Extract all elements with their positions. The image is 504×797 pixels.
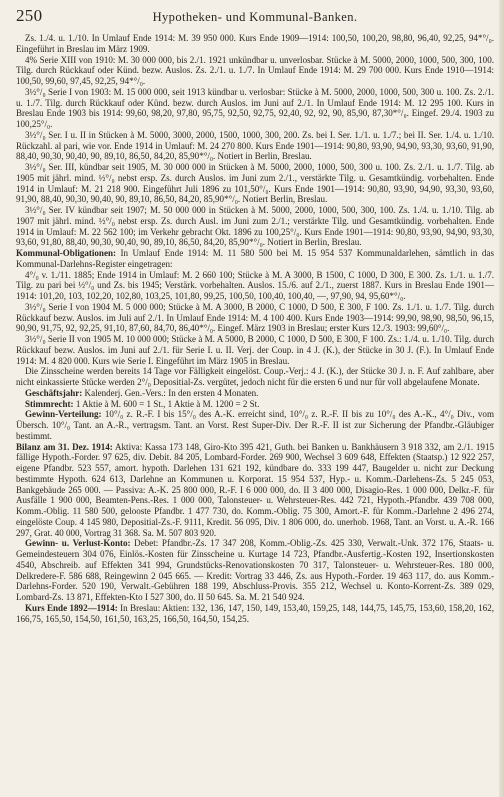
paragraph-text: 3½°/₀ Serie I von 1904 M. 5 000 000; Stücke à M. A 3000, B 2000, C 1000, D 500, E 300, F 100. Zs. 1./1. u. 1./7. Tilg. durch Rückkauf bezw. Auslos. im Juli auf 2./1. In Umlauf Ende 1914: M. 4 100 400. Kurs Ende 1903—1914: 99,90, 98,90, 98,50, 96,15, 90,90, 91,75, 92, 92,25, 91,10, 87,60, 84,70, 86,40*°/₀. Eingef. März 1903 in Breslau; erster Kurs 12./3. 1903: 99,60°/₀. [16, 301, 494, 334]
paragraph-text: In Umlauf Ende 1914: M. 11 580 500 bei M. 15 954 537 Kommunaldarlehen, sämtlich in das Kommunal-Darlehns-Register eingetragen: [16, 248, 494, 269]
paragraph [16, 538, 494, 603]
paragraph [16, 248, 494, 270]
paragraph [16, 409, 494, 441]
paragraph-text: 3½°/₀ Ser. III, kündbar seit 1905, M. 30 000 000 in Stücken à M. 5000, 2000, 1000, 500, 300 u. 100. Zs. 2./1. u. 1./7. Tilg. ab 1905 mit jährl. mind. ½°/₀ nebst ersp. Zs. durch Auslos. im Juni zum 2./1., verstärkte Tilg. u. Gesamtkündig. vorbehalten. Ende 1914 in Umlauf: M. 21 218 900. Eingeführt Juli 1896 zu 101,50°/₀. Kurs Ende 1901—1914: 90,80, 93,90, 94,90, 93,30, 93,60, 91,90, 88,40, 90,30, 90,40, 90, 89,10, 86,50, 84,20, 85,90*°/₀. Notiert Berlin, Breslau. [16, 162, 494, 205]
paragraph-lead: Kurs Ende 1892—1914: [25, 602, 118, 613]
paragraph-text: 3½°/₀ Serie II von 1905 M. 10 000 000; Stücke à M. A 5000, B 2000, C 1000, D 500, E 300, F 100. Zs.: 1./4. u. 1./10. Tilg. durch Rückkauf bezw. Auslos. im Juni auf 2./1. für Serie I. u. II. Verj. der Coup. in 4 J. (K.), der Stücke in 30 J. (F.). In Umlauf Ende 1914: M. 4 820 000. Kurs wie Serie I. Eingeführt im März 1905 in Breslau. [16, 334, 494, 366]
page-number: 250 [16, 6, 43, 25]
paragraph-lead: Stimmrecht: [25, 398, 74, 409]
paragraph-text: Zs. 1./4. u. 1./10. In Umlauf Ende 1914: M. 39 950 000. Kurs Ende 1909—1914: 100,50, 100,20, 98,80, 96,40, 92,25, 94*°/₀. Eingeführt in Breslau im März 1909. [16, 33, 494, 54]
paragraph [16, 55, 494, 87]
paragraph-text: In Breslau: Aktien: 132, 136, 147, 150, 149, 153,40, 159,25, 148, 144,75, 145,75, 153,60, 158,20, 162, 166,75, 165,50, 154,50, 161,50, 163,25, 166,50, 164,50, 154,25. [16, 602, 494, 624]
paragraph [16, 162, 494, 205]
paragraph [16, 270, 494, 302]
paragraph-text: Kalenderj. Gen.-Vers.: In den ersten 4 Monaten. [82, 387, 259, 398]
document-body [16, 33, 494, 624]
paragraph [16, 130, 494, 162]
paragraph-lead: Gewinn-Verteilung: [25, 409, 102, 420]
paragraph-text: 10°/₀ z. R.-F. I bis 15°/₀ des A.-K. erreicht sind, 10°/₀ z. R.-F. II bis zu 10°/₀ des A.-K., 4°/₀ Div., vom Übersch. 10°/₀ Tant. an A.-R., vertragsm. Tant. an Vorst. Rest Super-Div. Der R.-F. II ist zur Sicherung der Pfandbr.-Gläubiger bestimmt. [16, 409, 494, 441]
paragraph [16, 87, 494, 130]
paragraph [16, 334, 494, 366]
paragraph [16, 205, 494, 248]
paragraph-text: 1 Aktie à M. 600 = 1 St., 1 Aktie à M. 1200 = 2 St. [73, 398, 260, 409]
paragraph-text: 3½°/₀ Ser. IV kündbar seit 1907; M. 50 000 000 in Stücken à M. 5000, 2000, 1000, 500, 300, 100. Zs. 1./4. u. 1./10. Tilg. ab 1907 mit jährl. mind. ½°/₀ nebst ersp. Zs. durch Ausl. im Juni zum 2./1.; verstärkte Tilg. und Gesamtkündig. vorbehalten. Ende 1914 in Umlauf: M. 22 562 100; im Verkehr gebracht Okt. 1896 zu 100,25°/₀. Kurs Ende 1901—1914: 90,80, 93,90, 94,90, 93,30, 93,60, 91,80, 88,40, 90,30, 90,40, 90, 89,10, 86,50, 84,20, 85,90*°/₀. Notiert in Berlin, Breslau. [16, 205, 494, 248]
paragraph-lead: Kommunal-Obligationen: [16, 248, 117, 258]
paragraph [16, 302, 494, 334]
paragraph-lead: Geschäftsjahr: [25, 387, 83, 398]
paragraph-lead: Bilanz am 31. Dez. 1914: [16, 441, 113, 452]
paragraph-text: 4°/₀ v. 1./11. 1885; Ende 1914 in Umlauf: M. 2 660 100; Stücke à M. A 3000, B 1500, C 1000, D 300, E 300. Zs. 1./1. u. 1./7. Tilg. zu pari bei ½°/₀ und Zs. bis 1945; Verstärk. vorbehalten. Auslos. 15./6. auf 2./1., zuerst 1887. Kurs in Breslau Ende 1901—1914: 101,20, 103, 102,20, 102,80, 103,25, 101,80, 99,25, 100,50, 100,40, 100,40, —, 97,90, 94, 95,60*°/₀. [16, 269, 494, 301]
page-header [16, 6, 494, 29]
paragraph [16, 442, 494, 539]
paragraph [16, 388, 494, 399]
paragraph-text: 3½°/₀ Ser. I u. II in Stücken à M. 5000, 3000, 2000, 1500, 1000, 300, 200. Zs. bei I. Ser. 1./1. u. 1./7.; bei II. Ser. 1./4. u. 1./10. Rückzahl. al pari, wie vor. Ende 1914 in Umlauf: M. 24 270 800. Kurs Ende 1901—1914: 90,80, 93,90, 94,90, 93,30, 93,60, 91,90, 88,40, 90,30, 90,40, 90, 89,10, 86,50, 84,20, 85,90*°/₀. Notiert in Berlin, Breslau. [16, 129, 494, 162]
paragraph [16, 33, 494, 55]
page-edge [499, 0, 504, 797]
paragraph-lead: Gewinn- u. Verlust-Konto: [25, 538, 131, 549]
paragraph [16, 603, 494, 625]
paragraph-text: Die Zinsscheine werden bereits 14 Tage vor Fälligkeit eingelöst. Coup.-Verj.: 4 J. (K.), der Stücke 30 J. n. F. Auf zahlbare, aber nicht einkassierte Stücke werden 2°/₀ Depositial-Zs. vergütet, jedoch nicht für die ersten 6 und nur für voll abgelaufene Monate. [16, 366, 494, 387]
paragraph [16, 399, 494, 410]
paragraph-text: Debet: Pfandbr.-Zs. 17 347 208, Komm.-Oblig.-Zs. 425 330, Verwalt.-Unk. 372 176, Staats- u. Gemeindesteuern 304 076, Einlös.-Kosten für Zinsscheine u. Kurtage 14 723, Pfandbr.-Ausfertig.-Kosten 192, Insertionskosten 4540, Abschreib. auf Effekten 341 994, Grundstücks-Renovationskosten 70 317, Talonsteuer- u. Wehrsteuer-Res. 180 000, Delkredere-F. 586 688, Reingewinn 2 045 665. — Kredit: Vortrag 33 446, Zs. aus Hypoth.-Forder. 19 463 117, do. aus Komm.-Darlehns-Forder. 520 190, Verwalt.-Gebühren 188 199, Abschluss-Provis. 355 212, Wechsel u. Konto-Korrent-Zs. 389 029, Lombard-Zs. 13 871, Effekten-Kto I 527 300, do. II 50 645. Sa. M. 21 540 924. [16, 538, 494, 602]
paragraph-text: Aktiva: Kassa 173 148, Giro-Kto 395 421, Guth. bei Banken u. Bankhäusern 3 918 332, am 2./1. 1915 fällige Hypoth.-Forder. 97 625, div. Debit. 84 205, Lombard-Forder. 269 900, Wechsel 3 609 648, Effekten (Staatsp.) 12 922 257, eigene Pfandbr. 523 557, amort. hypoth. Darlehen 131 621 192, kündbare do. 333 199 447, Baugelder u. nicht zur Deckung bestimmte Hypoth. 624 613, Darlehne an Kommunen u. Korporat. 15 954 537, Hyp.- u. Komm.-Darlehens-Zs. 5 245 053, Bankgebäude 265 000. — Passiva: A.-K. 25 800 000, R.-F. I 6 000 000, do. II 3 400 000, Disagio-Res. 1 000 000, Delkr.-F. für Ausfälle 1 900 000, Beamten-Pens.-Res. 1 000 000, Talonsteuer- u. Wehrsteuer-Res. 442 721, Hypoth.-Pfandbr. 439 708 000, Komm.-Oblig. 11 580 500, gelooste Pfandbr. 1 477 730, do. Komm.-Oblig. 75 300, Amort.-F. für Komm.-Darlehne 2 496 274, eingelöste Coup. 4 145 980, Depositial-Zs.-F. 9111, Kredit. 56 095, Div. 1 806 000, do. unerhob. 1968, Tant. an Vorst. u. A.-R. 166 297, Grat. 40 000, Vortrag 31 368. Sa. M. 507 803 920. [16, 441, 495, 538]
paragraph [16, 366, 494, 388]
running-head: Hypotheken- und Kommunal-Banken. [152, 10, 358, 24]
paragraph-text: 3½°/₀ Serie I von 1903: M. 15 000 000, seit 1913 kündbar u. verlosbar: Stücke à M. 5000, 2000, 1000, 500, 300 u. 100. Zs. 2./1. u. 1./7. Tilg. durch Rückkauf oder Künd. bezw. durch Auslos. im Juni auf 2./1. In Umlauf Ende 1914: M. 12 295 100. Kurs in Breslau Ende 1903 bis 1914: 99,60, 98,20, 97,80, 95,75, 92,50, 92,75, 92,40, 92, 92, 90, 85,90, 87,30*°/₀. Eingef. 29./4. 1903 zu 100,25°/₀. [16, 86, 494, 129]
paragraph-text: 4% Serie XIII von 1910: M. 30 000 000, bis 2./1. 1921 unkündbar u. unverlosbar. Stücke à M. 5000, 2000, 1000, 500, 300, 100. Tilg. durch Rückkauf oder Künd. bezw. Auslos. Zs. 2./1. u. 1./7. In Umlauf Ende 1914: M. 29 700 000. Kurs Ende 1910—1914: 100,50, 99,60, 97,45, 92,25, 94*°/₀. [16, 54, 494, 86]
